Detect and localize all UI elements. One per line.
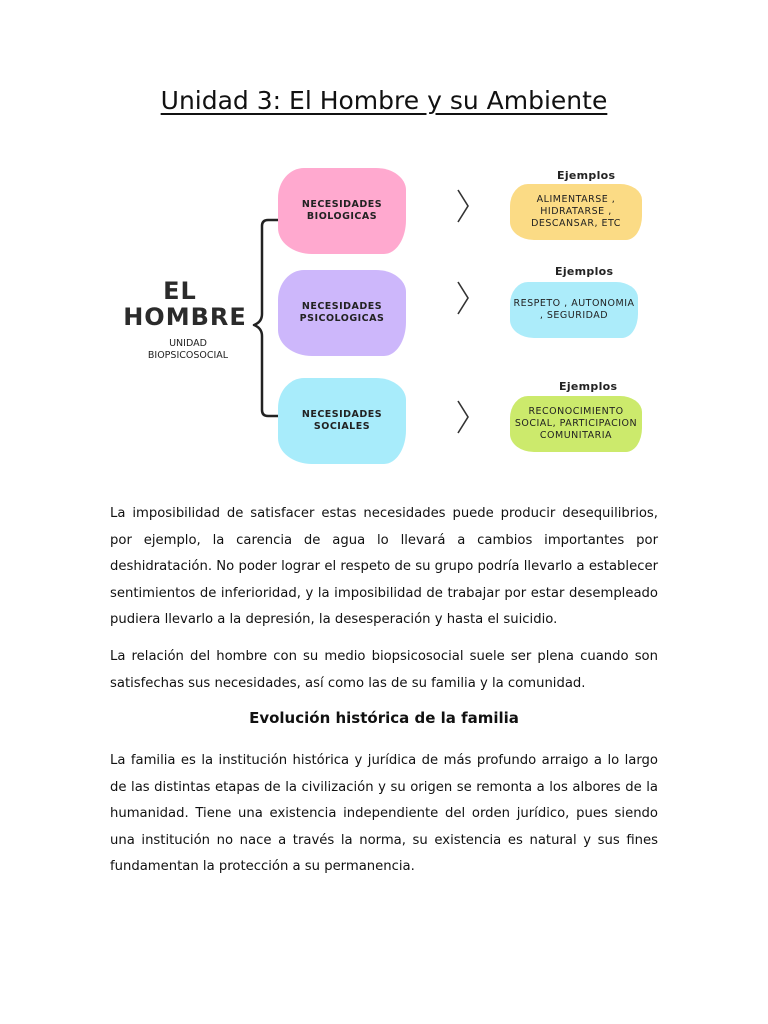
unidad-biopsicosocial-label: UNIDAD BIOPSICOSOCIAL xyxy=(147,338,229,361)
el-hombre-label: EL HOMBRE xyxy=(123,277,247,331)
examples-heading: Ejemplos xyxy=(559,380,618,393)
examples-heading: Ejemplos xyxy=(555,265,614,278)
needs-diagram xyxy=(110,160,658,470)
examples-heading: Ejemplos xyxy=(557,169,616,182)
need-biologicas-box: NECESIDADES BIOLOGICAS xyxy=(278,168,406,254)
chevron-right-icon xyxy=(456,188,470,224)
paragraph-desequilibrios: La imposibilidad de satisfacer estas necesidades puede producir desequilibrios, por ejemplo, la carencia de agua lo llevará a cambios importantes por deshidratación. No poder lograr el respeto de su grupo podría llevarlo a establecer sentimientos de inferioridad, y la imposibilidad de trabajar por estar desempleado pudiera llevarlo a la depresión, la desesperación y hasta el suicidio. xyxy=(110,506,658,627)
section-heading: Evolución histórica de la familia xyxy=(249,709,519,727)
example-biologicas-box: ALIMENTARSE , HIDRATARSE , DESCANSAR, ETC xyxy=(510,184,642,240)
paragraph-relacion: La relación del hombre con su medio biopsicosocial suele ser plena cuando son satisfechas sus necesidades, así como las de su familia y la comunidad. xyxy=(110,649,658,691)
need-sociales-box: NECESIDADES SOCIALES xyxy=(278,378,406,464)
document-title: Unidad 3: El Hombre y su Ambiente xyxy=(160,86,608,115)
example-sociales-box: RECONOCIMIENTO SOCIAL, PARTICIPACION COMUNITARIA xyxy=(510,396,642,452)
chevron-right-icon xyxy=(456,280,470,316)
example-psicologicas-box: RESPETO , AUTONOMIA , SEGURIDAD xyxy=(510,282,638,338)
chevron-right-icon xyxy=(456,399,470,435)
need-psicologicas-box: NECESIDADES PSICOLOGICAS xyxy=(278,270,406,356)
paragraph-familia: La familia es la institución histórica y jurídica de más profundo arraigo a lo largo de las distintas etapas de la civilización y su origen se remonta a los albores de la humanidad. Tiene una existencia independiente del orden jurídico, pues siendo una institución no nace a través la norma, su existencia es natural y sus fines fundamentan la protección a su permanencia. xyxy=(110,753,658,874)
